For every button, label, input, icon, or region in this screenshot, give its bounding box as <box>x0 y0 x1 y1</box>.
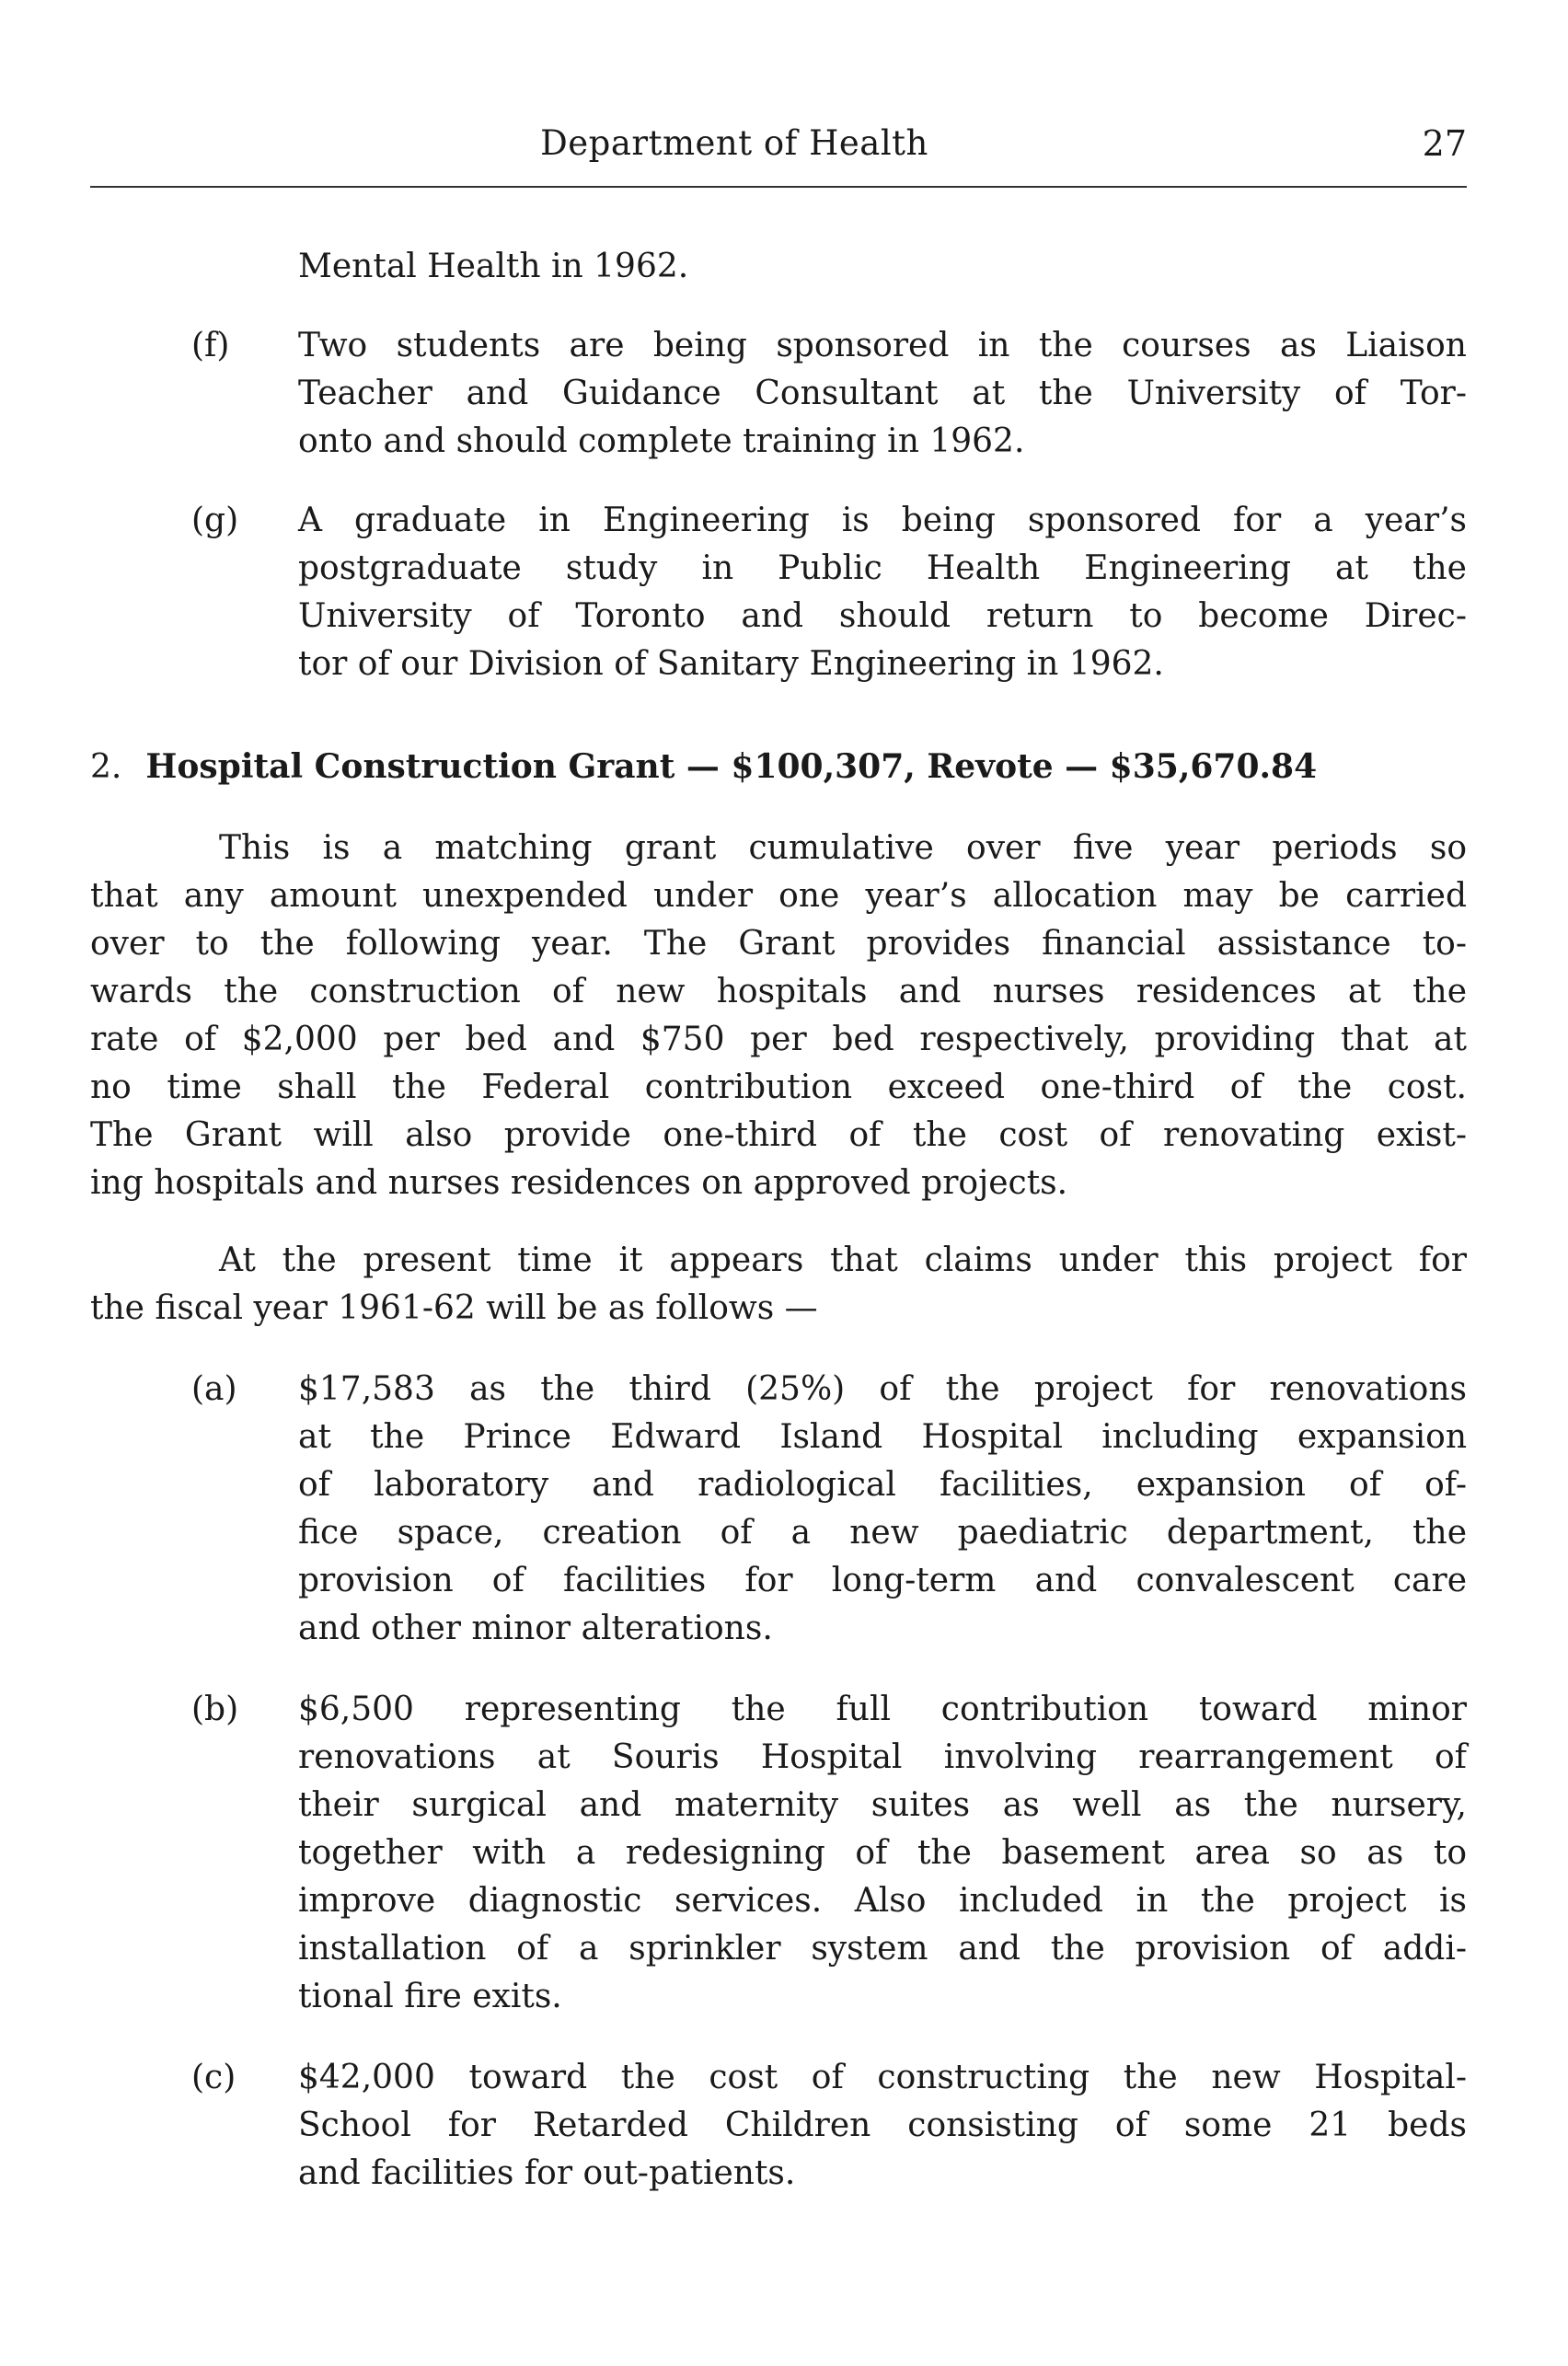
text-line: renovations at Souris Hospital involving rearrangement of <box>298 1738 1467 1776</box>
text-line: tional fire exits. <box>298 1978 562 2015</box>
text-line: wards the construction of new hospitals and nurses residences at the <box>90 973 1467 1010</box>
text-line: onto and should complete training in 1962. <box>298 422 1025 460</box>
text-line: University of Toronto and should return to become Direc- <box>298 597 1467 635</box>
text-line: over to the following year. The Grant provides financial assistance to- <box>90 925 1467 963</box>
header-title: Department of Health <box>540 123 928 163</box>
text-line: of laboratory and radiological facilities, expansion of of- <box>298 1466 1467 1504</box>
section-heading <box>90 747 1317 786</box>
header-rule <box>90 186 1467 188</box>
text-line: fice space, creation of a new paediatric department, the <box>298 1514 1467 1552</box>
text-line: installation of a sprinkler system and the provision of addi- <box>298 1930 1467 1968</box>
item-marker: (g) <box>191 502 239 539</box>
item-text <box>298 497 1467 688</box>
text-line: A graduate in Engineering is being sponsored for a year’s <box>298 502 1467 539</box>
text-line: postgraduate study in Public Health Engineering at the <box>298 549 1467 587</box>
text-line: $17,583 as the third (25%) of the project for renovations <box>298 1370 1467 1408</box>
paragraph <box>90 825 1467 1207</box>
text-line: and facilities for out-patients. <box>298 2154 796 2192</box>
text-line: and other minor alterations. <box>298 1610 773 1647</box>
running-header <box>90 118 1467 173</box>
text-line: Two students are being sponsored in the courses as Liaison <box>298 327 1467 364</box>
item-marker: (c) <box>191 2059 236 2096</box>
text-line: Teacher and Guidance Consultant at the University of Tor- <box>298 375 1467 412</box>
text-line: $42,000 toward the cost of constructing the new Hospital- <box>298 2059 1467 2096</box>
text-line: ing hospitals and nurses residences on approved projects. <box>90 1164 1068 1202</box>
text-line: This is a matching grant cumulative over five year periods so <box>219 829 1467 867</box>
text-line: their surgical and maternity suites as well as the nursery, <box>298 1786 1467 1824</box>
text-line: that any amount unexpended under one year’s allocation may be carried <box>90 877 1467 915</box>
text-line: School for Retarded Children consisting of some 21 beds <box>298 2106 1467 2144</box>
section-title: Hospital Construction Grant — $100,307, Revote — $35,670.84 <box>145 747 1318 786</box>
list-item-c <box>191 2054 1467 2201</box>
list-item-a <box>191 1366 1467 1660</box>
item-marker: (b) <box>191 1691 239 1728</box>
paragraph <box>90 1237 1467 1333</box>
text-line: Mental Health in 1962. <box>298 248 689 285</box>
text-line: the fiscal year 1961-62 will be as follows — <box>90 1289 818 1327</box>
text-line: improve diagnostic services. Also included in the project is <box>298 1882 1467 1920</box>
item-text <box>298 322 1467 466</box>
text-line: at the Prince Edward Island Hospital including expansion <box>298 1418 1467 1456</box>
text-line: The Grant will also provide one-third of the cost of renovating exist- <box>90 1116 1467 1154</box>
item-text <box>298 1366 1467 1653</box>
section-number: 2. <box>90 748 122 786</box>
item-text <box>298 2054 1467 2198</box>
item-marker: (a) <box>191 1370 237 1408</box>
continuation-text <box>298 243 1467 291</box>
list-item-b <box>191 1686 1467 2026</box>
text-line: together with a redesigning of the basement area so as to <box>298 1834 1467 1872</box>
text-line: tor of our Division of Sanitary Engineering in 1962. <box>298 645 1164 683</box>
list-item-g <box>191 497 1467 690</box>
text-line: rate of $2,000 per bed and $750 per bed respectively, providing that at <box>90 1021 1467 1058</box>
page-number: 27 <box>1422 123 1467 164</box>
list-item-f <box>191 322 1467 469</box>
text-line: $6,500 representing the full contribution toward minor <box>298 1691 1467 1728</box>
item-marker: (f) <box>191 327 230 364</box>
item-text <box>298 1686 1467 2021</box>
text-line: At the present time it appears that claims under this project for <box>219 1241 1467 1279</box>
text-line: provision of facilities for long-term and convalescent care <box>298 1562 1467 1599</box>
text-line: no time shall the Federal contribution exceed one-third of the cost. <box>90 1068 1467 1106</box>
